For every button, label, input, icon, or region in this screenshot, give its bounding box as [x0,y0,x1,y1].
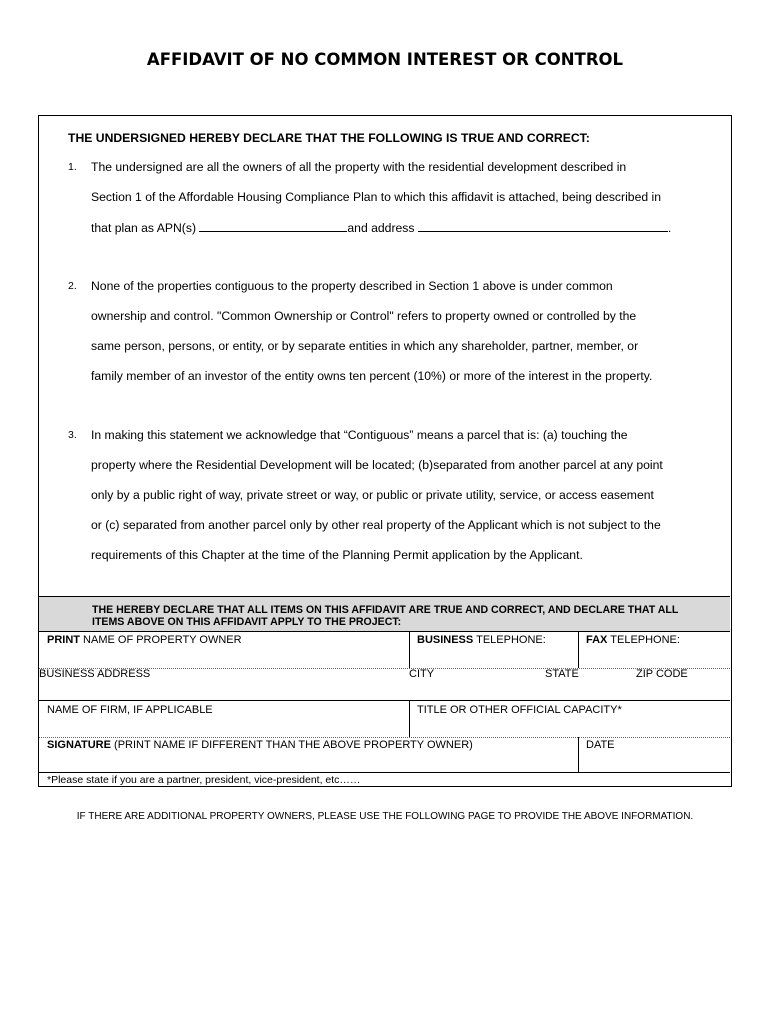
business-phone-field[interactable] [417,634,546,646]
item-number: 2. [68,280,77,292]
apn-line-end: . [667,221,672,235]
capacity-note: *Please state if you are a partner, president, vice-president, etc…… [47,774,361,786]
address-blank-field[interactable] [418,220,668,232]
item-number: 1. [68,161,77,173]
item-line: same person, persons, or entity, or by separate entities in which any shareholder, partner, member, or [91,339,639,353]
item-2 [68,279,701,399]
zip-code-field[interactable]: ZIP CODE [636,668,688,680]
address-label: and address [347,221,415,235]
item-line: In making this statement we acknowledge that “Contiguous” means a parcel that is: (a) touching the [91,428,628,442]
date-field[interactable]: DATE [586,739,615,751]
apn-blank-field[interactable] [199,220,347,232]
form-divider [578,737,579,772]
item-line: property where the Residential Development will be located; (b)separated from another parcel at any point [91,458,663,472]
form-divider [409,631,410,668]
affidavit-box [38,115,732,787]
city-field[interactable]: CITY [409,668,435,680]
owner-label-bold: PRINT [47,634,80,646]
item-1 [68,160,701,250]
item-line: ownership and control. "Common Ownership or Control" refers to property owned or controlled by the [91,309,637,323]
declaration-heading: THE UNDERSIGNED HEREBY DECLARE THAT THE FOLLOWING IS TRUE AND CORRECT: [68,131,590,145]
state-field[interactable]: STATE [545,668,579,680]
item-line: requirements of this Chapter at the time of the Planning Permit application by the Applicant. [91,548,583,562]
business-address-field[interactable]: BUSINESS ADDRESS [39,668,151,680]
item-line: The undersigned are all the owners of all the property with the residential development described in [91,160,627,174]
document-title: AFFIDAVIT OF NO COMMON INTEREST OR CONTROL [146,50,624,69]
item-line: only by a public right of way, private street or way, or public or private utility, service, or access easement [91,488,654,502]
declaration-text: THE HEREBY DECLARE THAT ALL ITEMS ON THIS AFFIDAVIT ARE TRUE AND CORRECT, AND DECLARE THAT ALL ITEMS ABOVE ON THIS AFFIDAVIT APPLY TO THE PROJECT: [92,604,679,628]
business-phone-label-bold: BUSINESS [417,634,474,646]
form-divider [39,700,730,701]
form-divider [39,772,730,773]
firm-name-field[interactable]: NAME OF FIRM, IF APPLICABLE [47,704,213,716]
signature-field[interactable] [47,739,473,751]
item-line: or (c) separated from another parcel only by other real property of the Applicant which is not subject to the [91,518,661,532]
form-divider [39,737,730,738]
declaration-band [39,596,730,631]
business-phone-label: TELEPHONE: [473,634,546,646]
apn-label: that plan as APN(s) [91,221,196,235]
item-3 [68,428,701,578]
fax-label: TELEPHONE: [607,634,680,646]
form-divider [409,700,410,737]
signature-label-bold: SIGNATURE [47,739,111,751]
item-line: Section 1 of the Affordable Housing Compliance Plan to which this affidavit is attached, being described in [91,190,662,204]
owner-name-field[interactable] [47,634,242,646]
form-divider [39,631,730,632]
fax-field[interactable] [586,634,680,646]
item-line: family member of an investor of the entity owns ten percent (10%) or more of the interest in the property. [91,369,653,383]
owner-label: NAME OF PROPERTY OWNER [80,634,242,646]
apn-line [91,220,701,250]
fax-label-bold: FAX [586,634,608,646]
item-number: 3. [68,429,77,441]
signature-label: (PRINT NAME IF DIFFERENT THAN THE ABOVE PROPERTY OWNER) [110,739,473,751]
footer-note: IF THERE ARE ADDITIONAL PROPERTY OWNERS, PLEASE USE THE FOLLOWING PAGE TO PROVIDE THE ABOVE INFORMATION. [76,811,694,822]
form-divider [578,631,579,668]
title-capacity-field[interactable]: TITLE OR OTHER OFFICIAL CAPACITY* [417,704,622,716]
item-line: None of the properties contiguous to the property described in Section 1 above is under common [91,279,613,293]
